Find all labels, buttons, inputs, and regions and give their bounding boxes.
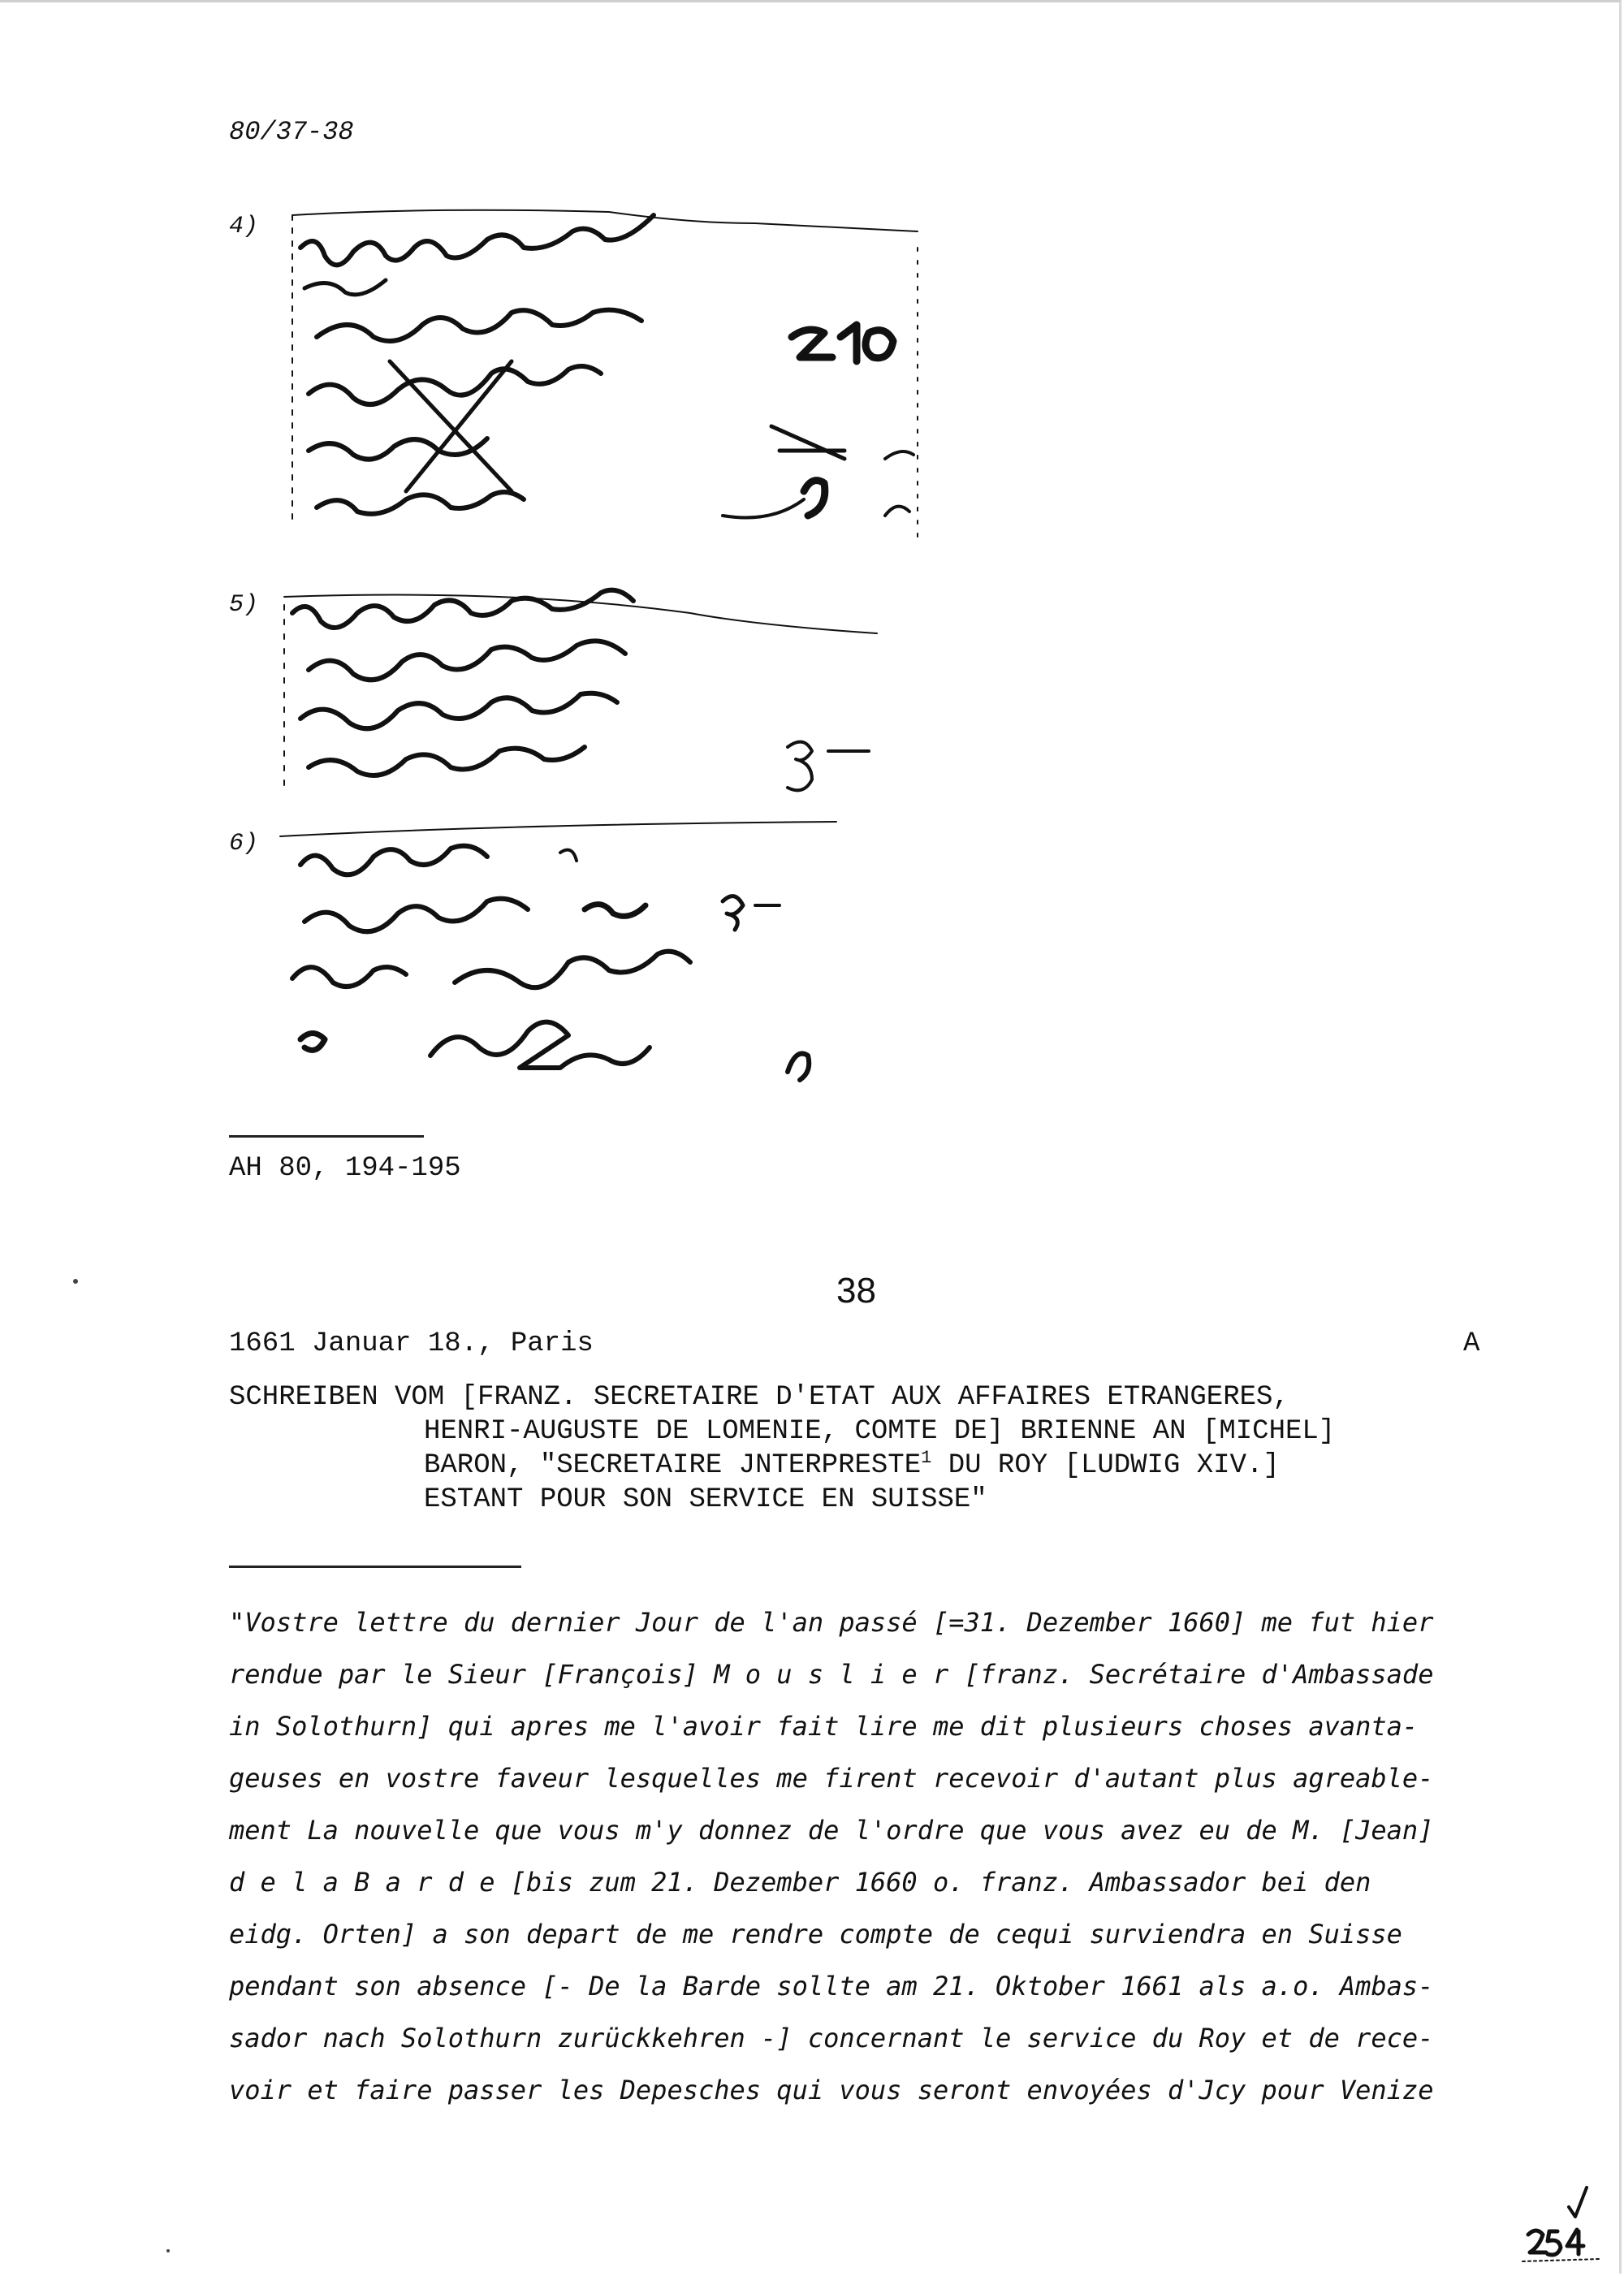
body-line: eidg. Orten] a son depart de me rendre compte de cequi surviendra en Suisse — [229, 1919, 1402, 1950]
body-line: ment La nouvelle que vous m'y donnez de l'ordre que vous avez eu de M. [Jean] — [229, 1815, 1434, 1846]
body-line: geuses en vostre faveur lesquelles me firent recevoir d'autant plus agreable- — [229, 1763, 1434, 1794]
manuscript-facsimile-5 — [268, 581, 918, 808]
document-heading — [229, 1380, 1496, 1517]
footnote-mark: 1 — [921, 1448, 932, 1468]
scan-speck — [73, 1279, 78, 1284]
category-letter: A — [1463, 1328, 1480, 1359]
separator-rule — [229, 1135, 424, 1138]
document-number: 38 — [836, 1271, 876, 1311]
scan-speck — [166, 2249, 170, 2252]
heading-line-part: BARON, "SECRETAIRE JNTERPRESTE — [424, 1450, 922, 1481]
separator-rule — [229, 1566, 521, 1568]
body-line: voir et faire passer les Depesches qui vous seront envoyées d'Jcy pour Venize — [229, 2075, 1434, 2105]
body-line: in Solothurn] qui apres me l'avoir fait lire me dit plusieurs choses avanta- — [229, 1711, 1419, 1742]
body-line: d e l a B a r d e [bis zum 21. Dezember 1660 o. franz. Ambassador bei den — [229, 1867, 1371, 1898]
manuscript-facsimile-6 — [268, 812, 901, 1088]
heading-line: HENRI-AUGUSTE DE LOMENIE, COMTE DE] BRIENNE AN [MICHEL] — [424, 1416, 1336, 1447]
heading-line: SCHREIBEN VOM [FRANZ. SECRETAIRE D'ETAT AUX AFFAIRES ETRANGERES, — [229, 1382, 1289, 1413]
facsimile-number-5: 5) — [229, 591, 259, 619]
facsimile-number-4: 4) — [229, 213, 259, 240]
source-citation: AH 80, 194-195 — [229, 1153, 461, 1184]
date-place: 1661 Januar 18., Paris — [229, 1328, 594, 1359]
archive-reference: 80/37-38 — [229, 117, 354, 147]
handwritten-page-stamp — [1518, 2184, 1608, 2270]
letter-body — [229, 1596, 1496, 2116]
body-line: sador nach Solothurn zurückkehren -] concernant le service du Roy et de rece- — [229, 2023, 1434, 2054]
facsimile-number-6: 6) — [229, 830, 259, 857]
heading-line — [229, 1449, 1496, 1483]
heading-line-part: DU ROY [LUDWIG XIV.] — [931, 1450, 1280, 1481]
body-line: pendant son absence [- De la Barde sollte am 21. Oktober 1661 als a.o. Ambas- — [229, 1971, 1434, 2002]
body-line: "Vostre lettre du dernier Jour de l'an passé [=31. Dezember 1660] me fut hier — [229, 1607, 1434, 1638]
body-line: rendue par le Sieur [François] M o u s l i e r [franz. Secrétaire d'Ambassade — [229, 1659, 1434, 1690]
heading-line: ESTANT POUR SON SERVICE EN SUISSE" — [424, 1484, 987, 1515]
manuscript-facsimile-4 — [268, 199, 934, 556]
